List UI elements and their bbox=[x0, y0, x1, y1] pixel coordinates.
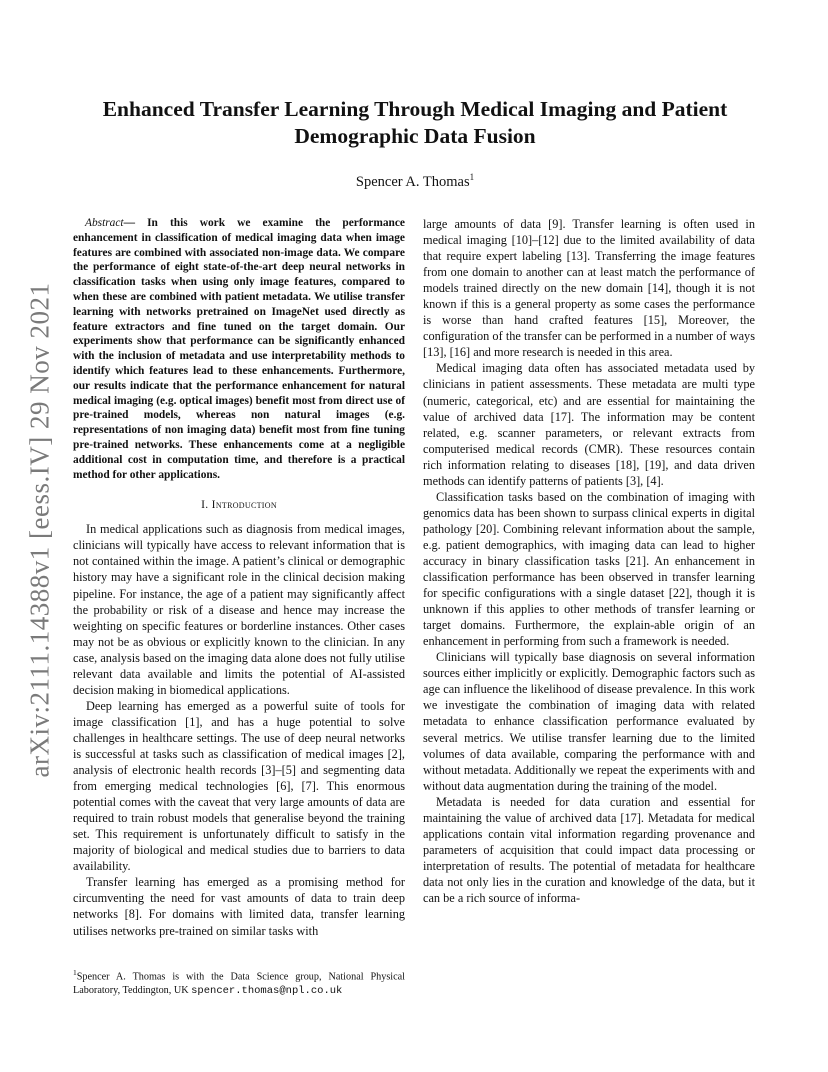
right-paragraph-3: Classification tasks based on the combination of imaging with genomics data has been shown to surpass clinical experts in digital pathology [20]. Combining relevant information about the sample, e.g. patient demographics, with imaging data can lead to higher accuracy in binary classification tasks [21]. An enhancement in classification performance has been observed in transfer learning for specific configurations with a single dataset [22], though it is unknown if this applies to other methods of transfer learning or target domains. Furthermore, the explain-able origin of an enhancement in performing from such a framework is needed. bbox=[423, 489, 755, 649]
intro-paragraph-3: Transfer learning has emerged as a promising method for circumventing the need for vast amounts of data to train deep networks [8]. For domains with limited data, transfer learning utilises networks pre-trained on similar tasks with bbox=[73, 875, 405, 938]
abstract bbox=[73, 216, 405, 482]
section-numeral: I. bbox=[201, 498, 212, 512]
abstract-label: Abstract bbox=[85, 217, 124, 229]
right-paragraph-2: Medical imaging data often has associated metadata used by clinicians in patient assessments. These metadata are multi type (numeric, categorical, etc) and are essential for maintaining the value of archived data [17]. The information may be content related, e.g. scanner parameters, or relevant extracts from computerised medical records (CMR). These resources contain rich information relating to diseases [18], [19], and data driven methods can identify patterns of patients [3], [4]. bbox=[423, 361, 755, 488]
footnote bbox=[73, 966, 405, 998]
arxiv-identifier-watermark bbox=[20, 282, 60, 778]
footnote-text: Spencer A. Thomas is with the Data Science group, National Physical Laboratory, Teddington, UK bbox=[73, 971, 405, 996]
section-name: Introduction bbox=[211, 498, 277, 512]
intro-paragraph-1: In medical applications such as diagnosis from medical images, clinicians will typically have access to relevant information that is not contained within the image. A patient’s clinical or demographic history may have a significant role in the clinical decision making pipeline. For instance, the age of a patient may significantly affect the probability or risk of a disease and hence may increase the weighting on specific features or borderline instances. Other cases may not be as obvious or explicitly known to the clinician. In any case, analysis based on the imaging data alone does not fully utilise relevant data available and limits the potential of AI-assisted decision making in biomedical applications. bbox=[73, 522, 405, 697]
right-column bbox=[423, 216, 755, 906]
abstract-text: — In this work we examine the performance enhancement in classification of medical imaging data when image features are combined with associated non-image data. We compare the performance of eight state-of-the-art deep neural networks in classification tasks when using only image features, compared to when these are combined with patient metadata. We utilise transfer learning with networks pretrained on ImageNet used directly as feature extractors and fine tuned on the target domain. Our experiments show that performance can be significantly enhanced with the inclusion of metadata and use interpretability methods to identify which features lead to these enhancements. Furthermore, our results indicate that the performance enhancement for natural medical imaging (e.g. optical images) benefit most from direct use of pre-trained models, whereas non natural images (e.g. representations of non imaging data) benefit most from fine tuning pre-trained networks. These enhancements come at a negligible additional cost in computation time, and therefore is a practical method for other applications. bbox=[73, 217, 405, 481]
author-footnote-mark: 1 bbox=[469, 172, 475, 182]
left-column bbox=[73, 216, 405, 939]
author-email-link[interactable]: spencer.thomas@npl.co.uk bbox=[191, 984, 343, 997]
arxiv-identifier-text: arXiv:2111.14388v1 [eess.IV] 29 Nov 2021 bbox=[24, 282, 55, 778]
intro-paragraph-2: Deep learning has emerged as a powerful suite of tools for image classification [1], and has a huge potential to solve challenges in healthcare settings. The use of deep neural networks is successful at tasks such as classification of medical images [2], analysis of electronic health records [3]–[5] and segmenting data from emerging medical technologies [6], [7]. This enormous potential comes with the caveat that very large amounts of data are required to train robust models that generalise beyond the training set. This requirement is unfortunately difficult to satisfy in the majority of biological and medical studies due to barriers to data availability. bbox=[73, 698, 405, 874]
author-line bbox=[70, 172, 760, 191]
right-paragraph-1: large amounts of data [9]. Transfer learning is often used in medical imaging [10]–[12] due to the limited availability of data that require expert labeling [13]. Transferring the image features from one domain to another can at least match the performance of models trained directly on the new domain [14], though it is not known if this is a general property as some cases the performance is worse than hand crafted features [15], Moreover, the configuration of the transfer can be performed in a number of ways [13], [16] and more research is needed in this area. bbox=[423, 217, 755, 360]
section-heading-introduction bbox=[73, 498, 405, 511]
author-name: Spencer A. Thomas bbox=[355, 173, 470, 190]
right-paragraph-5: Metadata is needed for data curation and essential for maintaining the value of archived data [17]. Metadata for medical applications contain vital information regarding provenance and parameters of acquisition that could impact data processing or interpretation of results. The potential of metadata for healthcare data not only lies in the curation and knowledge of the data, but it can be a rich source of informa- bbox=[423, 794, 755, 905]
paper-title: Enhanced Transfer Learning Through Medical Imaging and Patient Demographic Data Fusion bbox=[102, 97, 728, 148]
right-paragraph-4: Clinicians will typically base diagnosis on several information sources either implicitly or explicitly. Demographic factors such as age can influence the likelihood of disease prevalence. In this work we investigate the combination of imaging data with related metadata to enhance classification performance evaluated by several metrics. We utilise transfer learning due to the limited volumes of data available, comparing the performance with and without metadata. Additionally we repeat the experiments with and without data augmentation during the training of the model. bbox=[423, 650, 755, 793]
footnote-mark: 1 bbox=[73, 968, 77, 977]
